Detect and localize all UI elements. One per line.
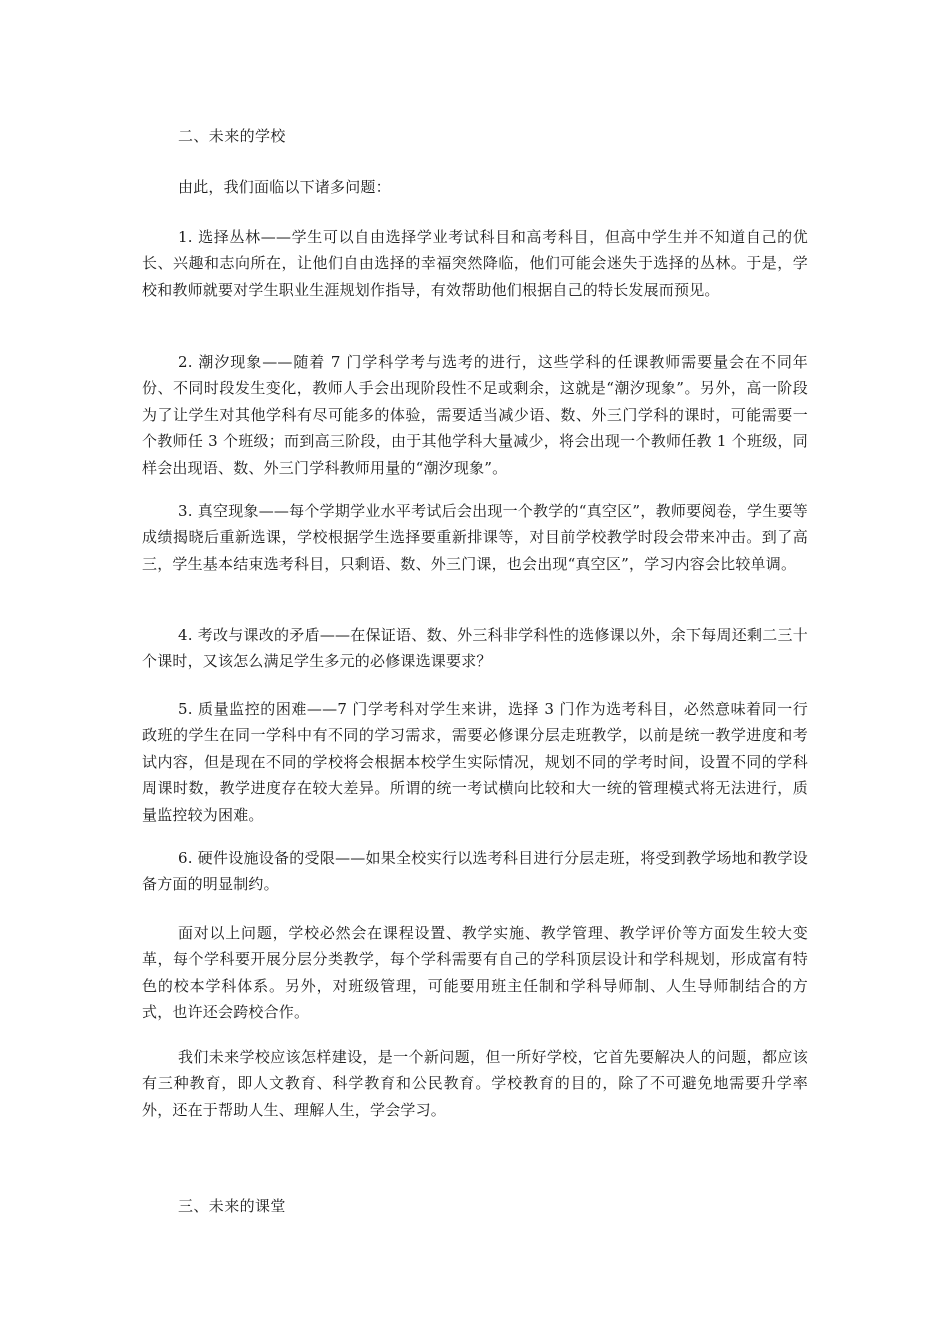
issue-4-paragraph: 4. 考改与课改的矛盾——在保证语、数、外三科非学科性的选修课以外，余下每周还剩二三十个课时，又该怎么满足学生多元的必修课选课要求？ — [142, 626, 808, 671]
response-paragraph: 面对以上问题，学校必然会在课程设置、教学实施、教学管理、教学评价等方面发生较大变革，每个学科要开展分层分类教学，每个学科需要有自己的学科顶层设计和学科规划，形成富有特色的校本学科体系。另外，对班级管理，可能要用班主任制和学科导师制、人生导师制结合的方式，也许还会跨校合作。 — [142, 924, 808, 1022]
issue-1-paragraph: 1. 选择丛林——学生可以自由选择学业考试科目和高考科目，但高中学生并不知道自己的优长、兴趣和志向所在，让他们自由选择的幸福突然降临，他们可能会迷失于选择的丛林。于是，学校和教师就要对学生职业生涯规划作指导，有效帮助他们根据自己的特长发展而预见。 — [142, 228, 808, 299]
issue-2-paragraph: 2. 潮汐现象——随着 7 门学科学考与选考的进行，这些学科的任课教师需要量会在不同年份、不同时段发生变化，教师人手会出现阶段性不足或剩余，这就是“潮汐现象”。另外，高一阶段为了让学生对其他学科有尽可能多的体验，需要适当减少语、数、外三门学科的课时，可能需要一个教师任 3 个班级；而到高三阶段，由于其他学科大量减少，将会出现一个教师任教 1 个班级，同样会出现语、数、外三门学科教师用量的“潮汐现象”。 — [142, 353, 808, 477]
intro-paragraph: 由此，我们面临以下诸多问题： — [178, 178, 391, 196]
conclusion-paragraph: 我们未来学校应该怎样建设，是一个新问题，但一所好学校，它首先要解决人的问题，都应该有三种教育，即人文教育、科学教育和公民教育。学校教育的目的，除了不可避免地需要升学率外，还在于帮助人生、理解人生，学会学习。 — [142, 1048, 808, 1119]
section-heading-future-classroom: 三、未来的课堂 — [178, 1197, 286, 1215]
issue-6-paragraph: 6. 硬件设施设备的受限——如果全校实行以选考科目进行分层走班，将受到教学场地和教学设备方面的明显制约。 — [142, 849, 808, 894]
section-heading-future-school: 二、未来的学校 — [178, 127, 286, 145]
issue-3-paragraph: 3. 真空现象——每个学期学业水平考试后会出现一个教学的“真空区”，教师要阅卷，学生要等成绩揭晓后重新选课，学校根据学生选择要重新排课等，对目前学校教学时段会带来冲击。到了高三，学生基本结束选考科目，只剩语、数、外三门课，也会出现“真空区”，学习内容会比较单调。 — [142, 502, 808, 573]
issue-5-paragraph: 5. 质量监控的困难——7 门学考科对学生来讲，选择 3 门作为选考科目，必然意味着同一行政班的学生在同一学科中有不同的学习需求，需要必修课分层走班教学，以前是统一教学进度和考试内容，但是现在不同的学校将会根据本校学生实际情况，规划不同的学考时间，设置不同的学科周课时数，教学进度存在较大差异。所谓的统一考试横向比较和大一统的管理模式将无法进行，质量监控较为困难。 — [142, 700, 808, 824]
